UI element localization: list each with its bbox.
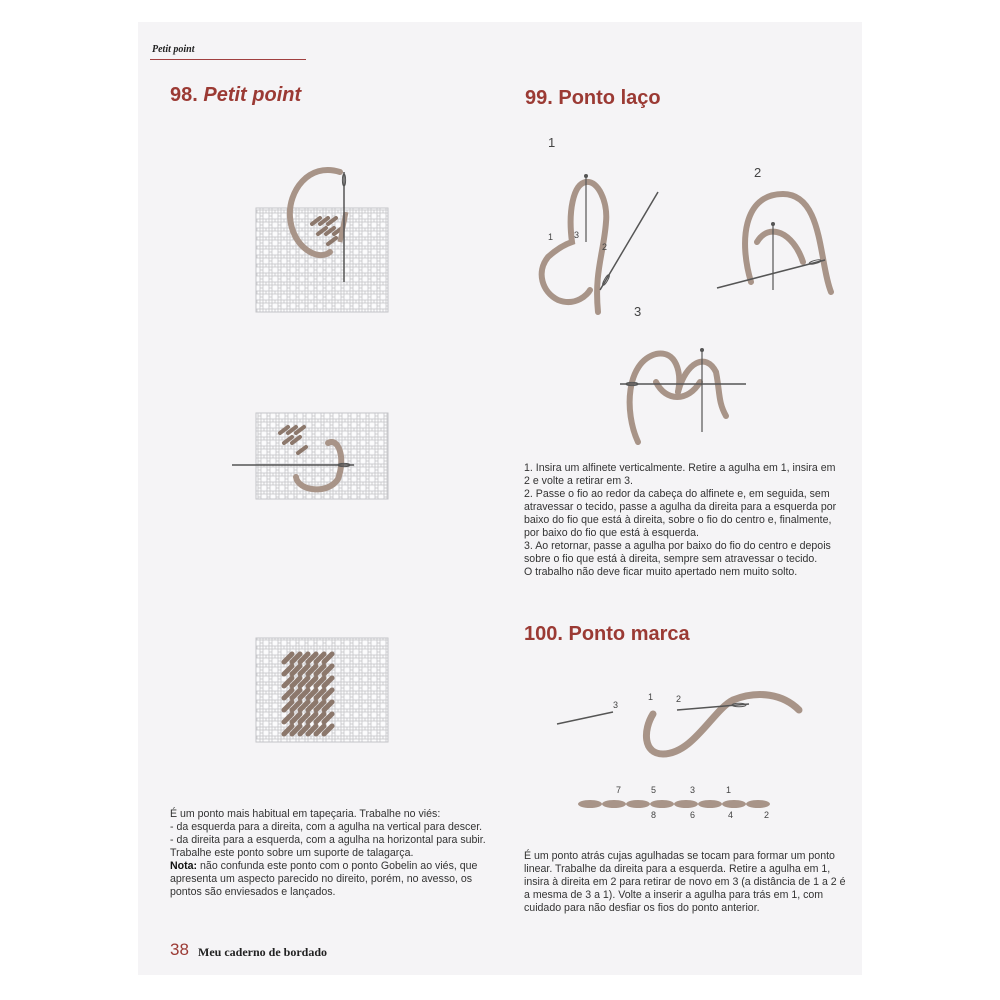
laco-point-1: 1: [548, 232, 554, 242]
section-99-number: 99.: [525, 87, 553, 109]
running-title: Petit point: [152, 44, 195, 55]
page-number: 38: [170, 940, 189, 959]
section-98-name: Petit point: [203, 84, 302, 106]
petit-note: [170, 860, 492, 899]
petit-point-figure-3: [248, 634, 398, 749]
row-label-4: 4: [728, 810, 734, 820]
petit-line-2: - da direita para a esquerda, com a agulha na horizontal para subir.: [170, 834, 486, 846]
laco-step-3-label: 3: [634, 304, 642, 319]
row-label-1: 1: [726, 785, 732, 795]
laco-text-4: O trabalho não deve ficar muito apertado nem muito solto.: [524, 566, 798, 578]
petit-point-figure-1: [248, 162, 398, 317]
laco-step-1-label: 1: [548, 135, 556, 150]
section-99-title: [525, 87, 661, 110]
section-98-number: 98.: [170, 84, 198, 106]
section-100-text: [524, 850, 846, 915]
petit-line-3: Trabalhe este ponto sobre um suporte de talagarça.: [170, 847, 414, 859]
petit-intro: É um ponto mais habitual em tapeçaria. Trabalhe no viés:: [170, 808, 441, 820]
marca-label-3: 3: [613, 700, 619, 710]
laco-text-1: 1. Insira um alfinete verticalmente. Retire a agulha em 1, insira em 2 e volte a retirar em 3.: [524, 462, 836, 487]
petit-point-figure-2: [228, 407, 398, 507]
petit-note-text: não confunda este ponto com o ponto Gobelin ao viés, que apresenta um aspecto parecido no direito, porém, no avesso, os pontos são enviesados e lançados.: [170, 860, 478, 898]
ponto-laco-figure-2: [713, 182, 843, 312]
section-100-title: [524, 623, 690, 646]
ponto-laco-figure-3: [616, 332, 756, 462]
row-label-5: 5: [651, 785, 657, 795]
row-label-6: 6: [690, 810, 696, 820]
book-page: [138, 22, 862, 975]
marca-label-1: 1: [648, 692, 654, 702]
section-99-text: [524, 462, 844, 579]
ponto-marca-figure: [553, 670, 823, 770]
petit-line-1: - da esquerda para a direita, com a agulha na vertical para descer.: [170, 821, 483, 833]
section-100-name: Ponto marca: [568, 623, 690, 645]
running-title-rule: [150, 59, 306, 60]
laco-step-2-label: 2: [754, 165, 762, 180]
book-title: Meu caderno de bordado: [198, 945, 327, 959]
row-label-3: 3: [690, 785, 696, 795]
laco-point-2: 2: [602, 242, 608, 252]
ponto-marca-stitch-row: [576, 795, 776, 815]
row-label-2: 2: [764, 810, 770, 820]
laco-text-2: 2. Passe o fio ao redor da cabeça do alfinete e, em seguida, sem atravessar o tecido, passe a agulha da direita para a esquerda por baixo do fio que está à direita, sobre o fio do centro e, finalmente, por baixo do fio que está à esquerda.: [524, 488, 837, 539]
row-label-7: 7: [616, 785, 622, 795]
section-98-title: [170, 84, 301, 107]
marca-label-2: 2: [676, 694, 682, 704]
petit-note-label: Nota:: [170, 860, 198, 872]
section-98-text: [170, 808, 492, 899]
section-99-name: Ponto laço: [558, 87, 661, 109]
row-label-8: 8: [651, 810, 657, 820]
laco-point-3: 3: [574, 230, 580, 240]
marca-text: É um ponto atrás cujas agulhadas se tocam para formar um ponto linear. Trabalhe da direita para a esquerda. Retire a agulha em 1, insira à direita em 2 para retirar de novo em 3 (a distância de 1 a 2 é a mesma de 3 a 1). Volte a inserir a agulha para trás em 1, com cuidado para não desfiar os fios do ponto anterior.: [524, 850, 846, 914]
laco-text-3: 3. Ao retornar, passe a agulha por baixo do fio do centro e depois sobre o fio que está à direita, sempre sem atravessar o tecido.: [524, 540, 831, 565]
section-100-number: 100.: [524, 623, 563, 645]
